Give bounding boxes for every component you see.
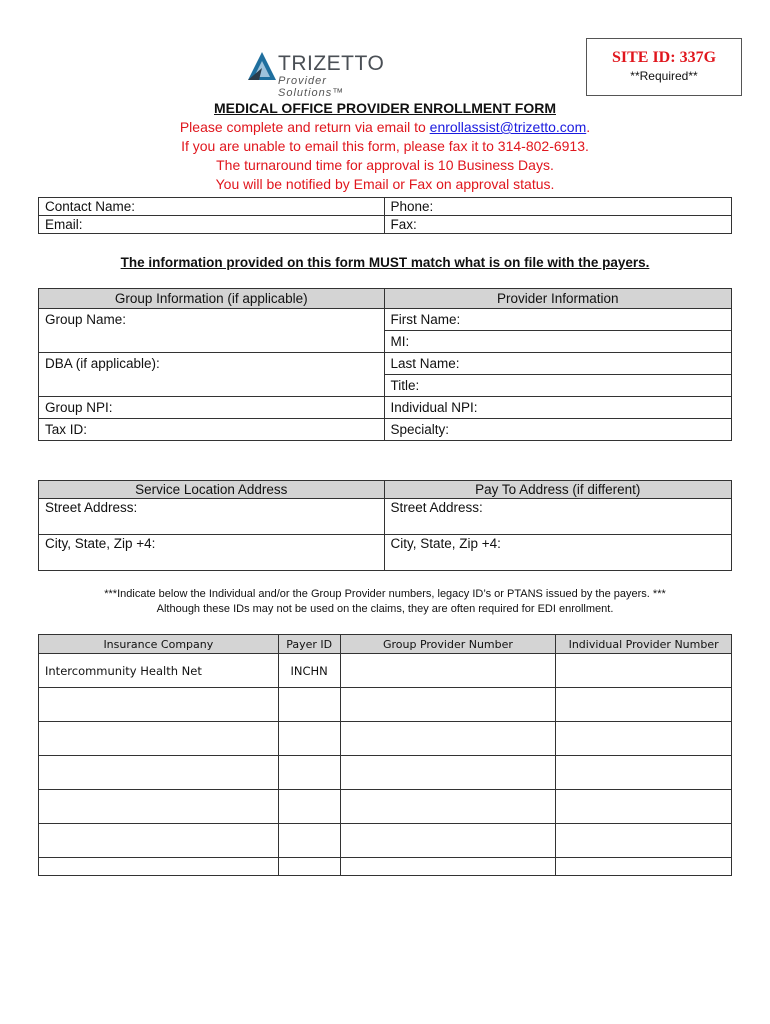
table-row [39,790,732,824]
mi-field[interactable]: MI: [384,331,732,353]
group-provider-number-header: Group Provider Number [340,635,556,654]
required-note: **Required** [630,69,698,83]
instructions-line-1 [0,119,770,135]
instructions-line-2: If you are unable to email this form, please fax it to 314-802-6913. [181,138,589,154]
insurance-company-cell[interactable] [39,824,279,858]
group-provider-number-cell[interactable] [340,722,556,756]
service-street-field[interactable]: Street Address: [39,499,385,535]
payer-id-cell[interactable] [278,790,340,824]
individual-provider-number-cell[interactable] [556,722,732,756]
specialty-field[interactable]: Specialty: [384,419,732,441]
site-id-box [586,38,742,96]
provider-info-header: Provider Information [384,289,732,309]
pay-to-header: Pay To Address (if different) [384,481,732,499]
individual-provider-number-cell[interactable] [556,858,732,876]
insurance-table [38,634,732,876]
payer-id-cell[interactable] [278,824,340,858]
payer-id-cell[interactable] [278,756,340,790]
group-info-header: Group Information (if applicable) [39,289,385,309]
group-provider-number-cell[interactable] [340,858,556,876]
individual-provider-number-header: Individual Provider Number [556,635,732,654]
table-row [39,824,732,858]
table-row [39,722,732,756]
contact-name-field[interactable]: Contact Name: [39,198,385,216]
form-title: MEDICAL OFFICE PROVIDER ENROLLMENT FORM [214,100,556,116]
payto-street-field[interactable]: Street Address: [384,499,732,535]
logo-wordmark: TRIZETTO [278,52,385,75]
individual-npi-field[interactable]: Individual NPI: [384,397,732,419]
payer-id-note-line-2: Although these IDs may not be used on the claims, they are often required for EDI enrollment. [156,603,614,615]
site-id: SITE ID: 337G [611,49,717,66]
address-table [38,480,732,571]
group-provider-table [38,288,732,441]
table-row [39,654,732,688]
insurance-company-cell[interactable] [39,688,279,722]
service-location-header: Service Location Address [39,481,385,499]
trizetto-logo [248,48,385,99]
enroll-email-link[interactable]: enrollassist@trizetto.com [429,119,587,135]
payer-id-cell[interactable] [278,688,340,722]
table-row [39,688,732,722]
contact-table [38,197,732,234]
individual-provider-number-cell[interactable] [556,688,732,722]
table-row [39,756,732,790]
group-name-field[interactable]: Group Name: [39,309,385,353]
payto-city-field[interactable]: City, State, Zip +4: [384,535,732,571]
title-field[interactable]: Title: [384,375,732,397]
group-provider-number-cell[interactable] [340,824,556,858]
email-field[interactable]: Email: [39,216,385,234]
payer-id-cell[interactable] [278,722,340,756]
table-row [39,858,732,876]
group-provider-number-cell[interactable] [340,688,556,722]
individual-provider-number-cell[interactable] [556,824,732,858]
insurance-company-cell[interactable] [39,790,279,824]
last-name-field[interactable]: Last Name: [384,353,732,375]
phone-field[interactable]: Phone: [384,198,732,216]
tax-id-field[interactable]: Tax ID: [39,419,385,441]
insurance-company-cell[interactable] [39,858,279,876]
instructions-line-4: You will be notified by Email or Fax on approval status. [215,176,555,192]
instructions-suffix: . [586,119,591,135]
first-name-field[interactable]: First Name: [384,309,732,331]
trizetto-logo-icon [248,52,276,82]
logo-tagline: Provider Solutions™ [278,75,345,99]
payer-id-cell[interactable]: INCHN [278,654,340,688]
individual-provider-number-cell[interactable] [556,756,732,790]
service-city-field[interactable]: City, State, Zip +4: [39,535,385,571]
dba-field[interactable]: DBA (if applicable): [39,353,385,397]
instructions-line-3: The turnaround time for approval is 10 Business Days. [216,157,554,173]
insurance-company-cell[interactable] [39,722,279,756]
individual-provider-number-cell[interactable] [556,654,732,688]
group-provider-number-cell[interactable] [340,654,556,688]
insurance-company-cell[interactable]: Intercommunity Health Net [39,654,279,688]
group-provider-number-cell[interactable] [340,790,556,824]
instructions-prefix: Please complete and return via email to [179,119,430,135]
group-npi-field[interactable]: Group NPI: [39,397,385,419]
insurance-company-header: Insurance Company [39,635,279,654]
payer-id-header: Payer ID [278,635,340,654]
fax-field[interactable]: Fax: [384,216,732,234]
payer-id-cell[interactable] [278,858,340,876]
must-match-notice: The information provided on this form MUST match what is on file with the payers. [120,255,650,270]
individual-provider-number-cell[interactable] [556,790,732,824]
group-provider-number-cell[interactable] [340,756,556,790]
payer-id-note-line-1: ***Indicate below the Individual and/or the Group Provider numbers, legacy ID’s or PTANS issued by the payers. *** [104,588,666,600]
insurance-company-cell[interactable] [39,756,279,790]
